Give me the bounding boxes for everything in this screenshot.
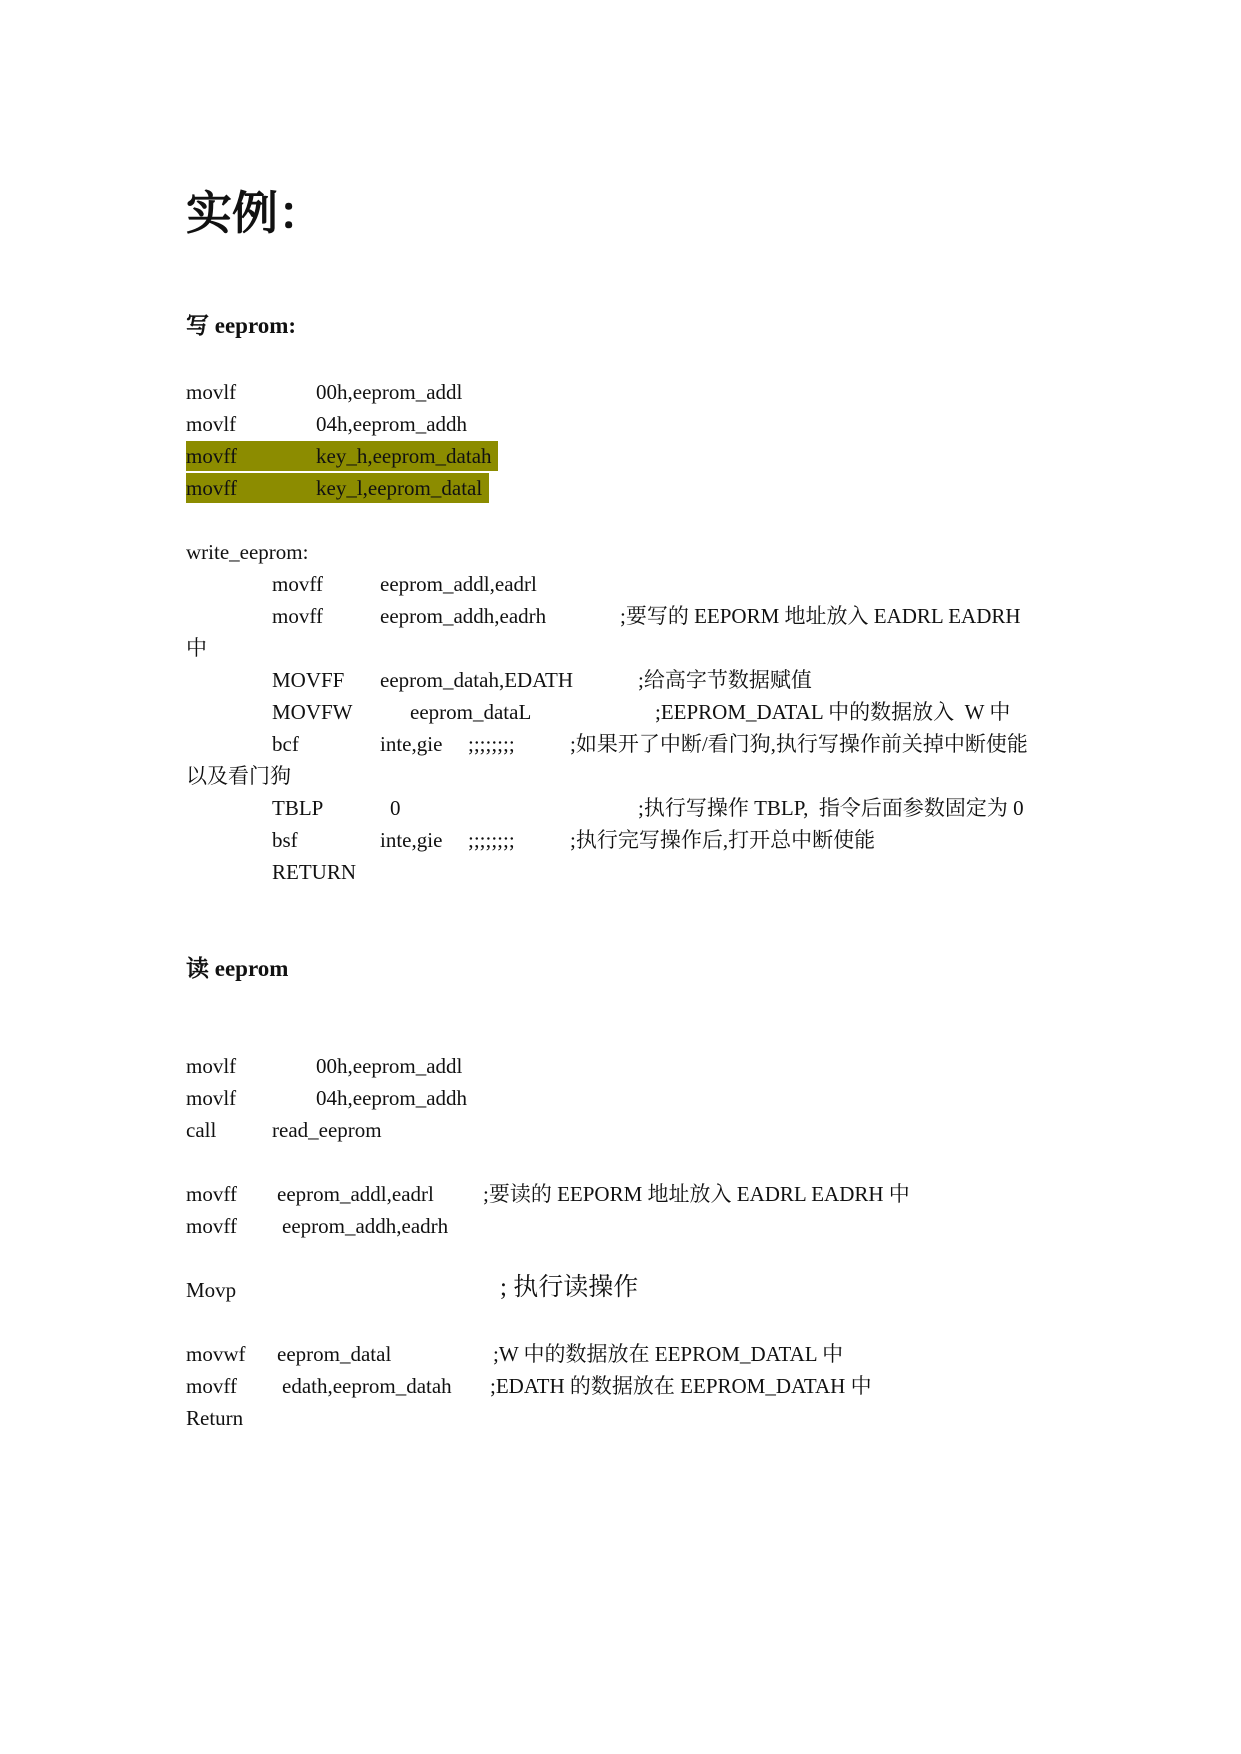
code-op: bcf xyxy=(272,732,299,756)
code-op: movff xyxy=(186,1374,237,1398)
code-arg: eeprom_dataL xyxy=(410,700,532,724)
code-op: movff xyxy=(272,572,323,596)
code-op: movlf xyxy=(186,1086,237,1110)
code-op: movff xyxy=(272,604,323,628)
code-comment: ; 执行读操作 xyxy=(500,1274,639,1301)
code-op: Movp xyxy=(186,1278,237,1302)
code-comment: ;EEPROM_DATAL 中的数据放入 W 中 xyxy=(655,700,1011,724)
code-comment: ;给高字节数据赋值 xyxy=(638,668,812,692)
code-arg: key_h,eeprom_datah xyxy=(316,444,492,468)
code-comment: ;要写的 EEPORM 地址放入 EADRL EADRH xyxy=(620,604,1021,628)
code-arg: 0 xyxy=(390,796,401,820)
code-arg: edath,eeprom_datah xyxy=(282,1374,452,1398)
code-arg: eeprom_datal xyxy=(277,1342,392,1366)
code-op: RETURN xyxy=(272,860,356,884)
code-comment: ;执行完写操作后,打开总中断使能 xyxy=(570,828,876,852)
code-op: movlf xyxy=(186,1054,237,1078)
code-comment-wrap: 中 xyxy=(186,636,207,660)
page-title: 实例： xyxy=(186,188,324,239)
routine-label: write_eeprom: xyxy=(186,540,309,564)
code-comment-wrap: 以及看门狗 xyxy=(186,764,291,788)
code-arg: eeprom_addh,eadrh xyxy=(380,604,547,628)
code-op: Return xyxy=(186,1406,244,1430)
code-op: call xyxy=(186,1118,217,1142)
code-arg: inte,gie xyxy=(380,828,443,852)
code-op: MOVFW xyxy=(272,700,353,724)
code-arg: eeprom_datah,EDATH xyxy=(380,668,574,692)
code-arg: eeprom_addl,eadrl xyxy=(380,572,537,596)
code-comment: ;执行写操作 TBLP, 指令后面参数固定为 0 xyxy=(638,796,1024,820)
code-arg: 00h,eeprom_addl xyxy=(316,380,463,404)
code-arg: read_eeprom xyxy=(272,1118,382,1142)
code-op: movlf xyxy=(186,412,237,436)
code-arg: 00h,eeprom_addl xyxy=(316,1054,463,1078)
code-arg: inte,gie xyxy=(380,732,443,756)
code-op: movff xyxy=(186,444,237,468)
code-op: movwf xyxy=(186,1342,246,1366)
code-op: movlf xyxy=(186,380,237,404)
code-arg: eeprom_addl,eadrl xyxy=(277,1182,434,1206)
read-section-heading: 读 eeprom xyxy=(186,956,289,981)
code-arg: eeprom_addh,eadrh xyxy=(282,1214,449,1238)
code-op: TBLP xyxy=(272,796,324,820)
code-arg: 04h,eeprom_addh xyxy=(316,1086,468,1110)
code-comment: ;EDATH 的数据放在 EEPROM_DATAH 中 xyxy=(490,1374,872,1398)
code-op: movff xyxy=(186,1182,237,1206)
code-comment: ;如果开了中断/看门狗,执行写操作前关掉中断使能 xyxy=(570,732,1028,756)
code-op: bsf xyxy=(272,828,298,852)
code-op: movff xyxy=(186,1214,237,1238)
code-extra: ;;;;;;;; xyxy=(468,732,515,756)
code-arg: 04h,eeprom_addh xyxy=(316,412,468,436)
write-section-heading: 写 eeprom: xyxy=(186,313,297,338)
code-op: movff xyxy=(186,476,237,500)
code-comment: ;要读的 EEPORM 地址放入 EADRL EADRH 中 xyxy=(483,1182,910,1206)
code-op: MOVFF xyxy=(272,668,345,692)
code-extra: ;;;;;;;; xyxy=(468,828,515,852)
code-comment: ;W 中的数据放在 EEPROM_DATAL 中 xyxy=(493,1342,844,1366)
code-arg: key_l,eeprom_datal xyxy=(316,476,483,500)
